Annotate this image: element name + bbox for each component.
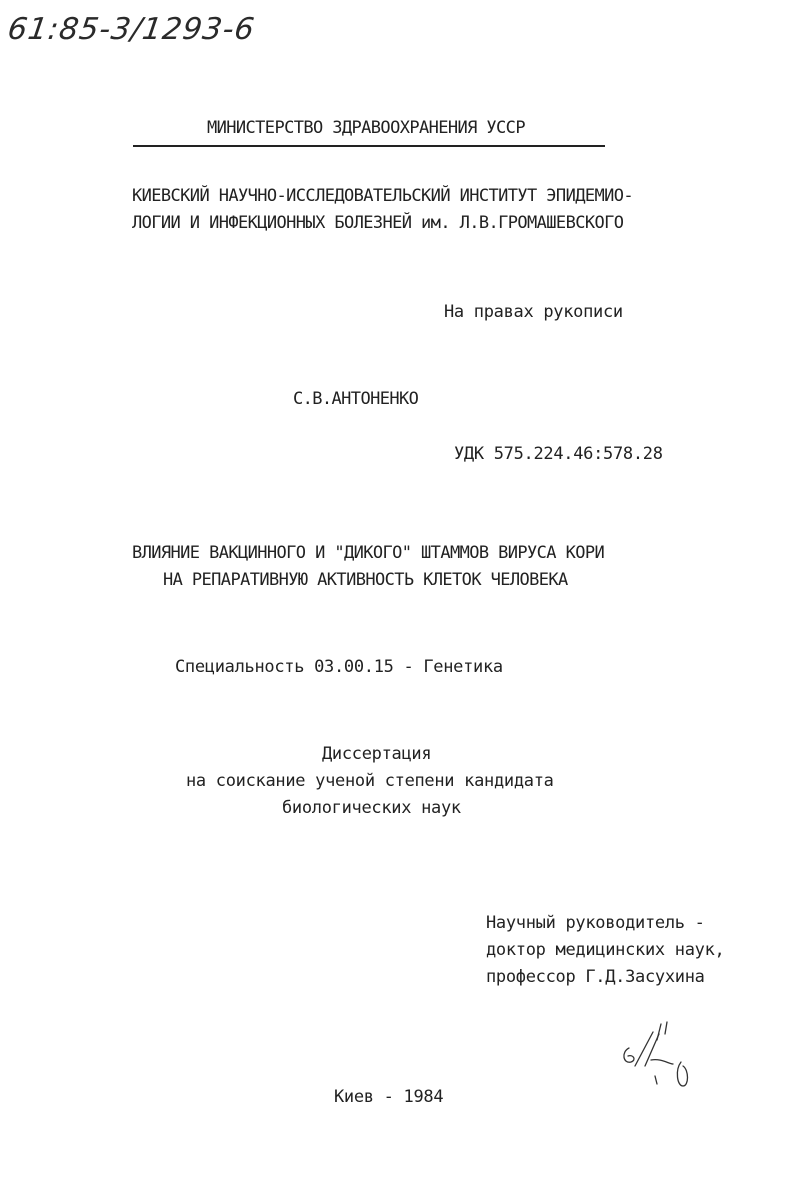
dissertation-line-3: биологических наук <box>282 798 461 818</box>
institute-line-1: КИЕВСКИЙ НАУЧНО-ИССЛЕДОВАТЕЛЬСКИЙ ИНСТИТУТ ЭПИДЕМИО- <box>132 186 634 206</box>
institute-line-2: ЛОГИИ И ИНФЕКЦИОННЫХ БОЛЕЗНЕЙ им. Л.В.ГРОМАШЕВСКОГО <box>132 213 624 233</box>
heading-underline <box>133 145 605 147</box>
udc-code: УДК 575.224.46:578.28 <box>454 444 663 464</box>
dissertation-line-2: на соискание ученой степени кандидата <box>186 771 554 791</box>
ministry-heading: МИНИСТЕРСТВО ЗДРАВООХРАНЕНИЯ УССР <box>207 118 525 138</box>
rights-note: На правах рукописи <box>444 302 623 322</box>
archive-number: 61:85-3/1293-6 <box>5 12 258 47</box>
dissertation-line-1: Диссертация <box>322 744 432 764</box>
specialty: Специальность 03.00.15 - Генетика <box>175 657 503 677</box>
supervisor-line-1: Научный руководитель - <box>486 913 705 933</box>
supervisor-line-3: профессор Г.Д.Засухина <box>486 967 705 987</box>
signature-icon <box>615 1020 705 1100</box>
author-name: С.В.АНТОНЕНКО <box>293 389 419 409</box>
supervisor-line-2: доктор медицинских наук, <box>486 940 725 960</box>
thesis-title-line-1: ВЛИЯНИЕ ВАКЦИННОГО И "ДИКОГО" ШТАММОВ ВИРУСА КОРИ <box>132 543 605 563</box>
place-and-year: Киев - 1984 <box>334 1087 444 1107</box>
thesis-title-line-2: НА РЕПАРАТИВНУЮ АКТИВНОСТЬ КЛЕТОК ЧЕЛОВЕКА <box>163 570 568 590</box>
